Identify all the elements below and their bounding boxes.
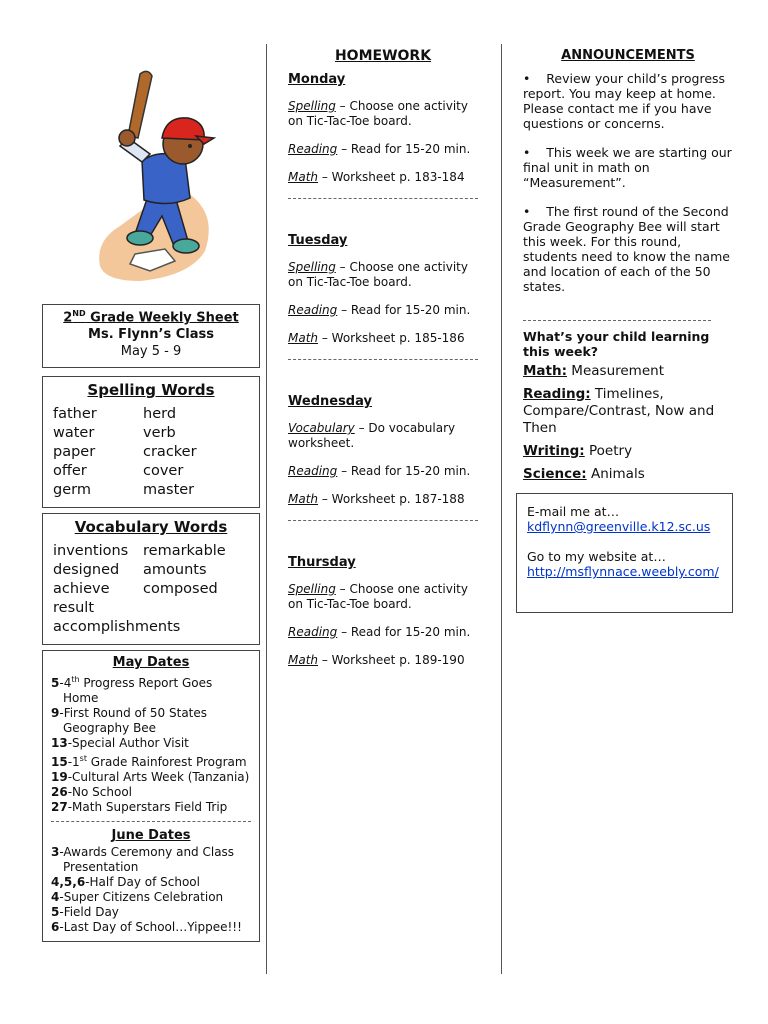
homework-subject: Reading — [288, 303, 338, 317]
announcement-text: Review your child’s progress report. You may keep at home. Please contact me if you have questions or concerns. — [523, 71, 726, 131]
learning-subject-label: Math: — [523, 363, 568, 379]
spelling-word: father — [53, 406, 97, 422]
date-day: 26 — [51, 785, 68, 799]
title-text: Grade Weekly Sheet — [85, 310, 239, 326]
homework-task — [288, 142, 478, 157]
announcement-text: This week we are starting our final unit in math on “Measurement”. — [523, 145, 732, 190]
homework-task — [288, 260, 478, 290]
date-event: -Last Day of School…Yippee!!! — [59, 920, 242, 934]
homework-day-title: Wednesday — [288, 394, 372, 409]
homework-subject: Spelling — [288, 582, 336, 596]
vocabulary-word-list — [53, 542, 249, 637]
homework-task — [288, 492, 478, 507]
learning-subject-label: Science: — [523, 466, 587, 482]
vocabulary-word: accomplishments — [53, 619, 181, 635]
learning-subject-value: Animals — [586, 466, 645, 482]
homework-task-text: – Worksheet p. 185-186 — [318, 331, 465, 345]
weekly-sheet-header-box — [42, 304, 260, 368]
date-day: 9 — [51, 706, 60, 720]
june-dates-list — [51, 845, 251, 935]
date-ordinal: -1 — [67, 755, 80, 769]
homework-task-text: – Choose one activity on Tic-Tac-Toe board. — [288, 260, 468, 289]
vocabulary-words-box — [42, 513, 260, 645]
website-intro: Go to my website at… — [527, 549, 666, 564]
spelling-words-box — [42, 376, 260, 508]
date-day: 4,5,6 — [51, 875, 86, 889]
homework-day-title: Tuesday — [288, 233, 348, 248]
vocabulary-word: composed — [143, 581, 218, 597]
date-event: -Cultural Arts Week (Tanzania) — [67, 770, 250, 784]
date-event: -Math Superstars Field Trip — [67, 800, 228, 814]
ordinal-suffix: th — [71, 675, 80, 684]
homework-day-block — [288, 394, 478, 555]
homework-day-title: Monday — [288, 72, 346, 87]
announcement-item — [523, 145, 733, 190]
june-date-item — [51, 905, 251, 920]
learning-subjects — [523, 363, 733, 483]
date-event: Progress Report Goes Home — [63, 676, 213, 705]
date-event: -Special Author Visit — [67, 736, 189, 750]
homework-subject: Math — [288, 170, 319, 184]
learning-subject-row — [523, 443, 733, 460]
june-date-item — [51, 920, 251, 935]
homework-divider — [288, 198, 478, 199]
may-date-item — [51, 770, 251, 785]
homework-subject: Reading — [288, 625, 338, 639]
homework-title: HOMEWORK — [334, 48, 432, 64]
homework-task-text: – Worksheet p. 183-184 — [318, 170, 465, 184]
dates-box — [42, 650, 260, 942]
homework-task-text: – Choose one activity on Tic-Tac-Toe board. — [288, 582, 468, 611]
announcement-list — [523, 71, 733, 294]
dates-divider — [51, 821, 251, 822]
spelling-title: Spelling Words — [87, 381, 215, 399]
vocabulary-title: Vocabulary Words — [74, 518, 228, 536]
learning-subject-value: Timelines, Compare/Contrast, Now and Then — [523, 386, 715, 436]
homework-subject: Reading — [288, 464, 338, 478]
learning-subject-row — [523, 363, 733, 380]
date-day: 27 — [51, 800, 68, 814]
bullet-icon: • — [523, 145, 547, 160]
learning-divider — [523, 320, 711, 321]
spelling-word: water — [53, 425, 95, 441]
announcements-column — [523, 48, 733, 613]
date-day: 6 — [51, 920, 60, 934]
date-day: 5 — [51, 905, 60, 919]
homework-subject: Vocabulary — [288, 421, 355, 435]
may-date-item — [51, 800, 251, 815]
homework-subject: Spelling — [288, 99, 336, 113]
announcement-text: The first round of the Second Grade Geography Bee will start this week. For this round, students need to know the name and location of each of the 50 states. — [523, 204, 730, 294]
learning-subject-row — [523, 466, 733, 483]
vocabulary-word: inventions — [53, 543, 129, 559]
vocabulary-word: amounts — [143, 562, 207, 578]
date-event: -Half Day of School — [85, 875, 200, 889]
vocabulary-word: remarkable — [143, 543, 226, 559]
spelling-word: offer — [53, 463, 87, 479]
date-day: 4 — [51, 890, 60, 904]
homework-divider — [288, 520, 478, 521]
homework-task — [288, 99, 478, 129]
homework-subject: Spelling — [288, 260, 336, 274]
homework-subject: Math — [288, 492, 319, 506]
homework-task-text: – Worksheet p. 189-190 — [318, 653, 465, 667]
date-day: 3 — [51, 845, 60, 859]
date-event: -Super Citizens Celebration — [59, 890, 224, 904]
learning-subject-row — [523, 386, 733, 437]
spelling-word: cracker — [143, 444, 197, 460]
homework-task-text: – Read for 15-20 min. — [337, 142, 471, 156]
may-dates-list — [51, 672, 251, 815]
date-day: 13 — [51, 736, 68, 750]
bullet-icon: • — [523, 71, 547, 86]
learning-heading: What’s your child learning this week? — [523, 329, 710, 359]
june-dates-title: June Dates — [111, 828, 191, 843]
vocabulary-word — [143, 599, 249, 618]
website-link[interactable]: http://msflynnace.weebly.com/ — [527, 564, 719, 579]
ordinal-suffix: st — [79, 754, 87, 763]
may-date-item — [51, 706, 251, 736]
date-event: -Field Day — [59, 905, 119, 919]
homework-task-text: – Read for 15-20 min. — [337, 303, 471, 317]
grade-number: 2 — [63, 310, 73, 326]
date-day: 19 — [51, 770, 68, 784]
homework-day-block — [288, 72, 478, 233]
email-link[interactable]: kdflynn@greenville.k12.sc.us — [527, 519, 711, 534]
june-date-item — [51, 845, 251, 875]
homework-day-block — [288, 555, 478, 675]
spelling-word: herd — [143, 406, 177, 422]
learning-subject-label: Reading: — [523, 386, 591, 402]
sheet-title — [43, 309, 259, 325]
homework-task — [288, 582, 478, 612]
homework-subject: Math — [288, 331, 319, 345]
spelling-word: verb — [143, 425, 176, 441]
date-day: 5 — [51, 676, 60, 690]
announcements-title: ANNOUNCEMENTS — [561, 48, 695, 63]
vocabulary-word: result — [53, 600, 95, 616]
homework-task — [288, 653, 478, 668]
homework-day-block — [288, 233, 478, 394]
class-name: Ms. Flynn’s Class — [88, 327, 214, 343]
homework-day-title: Thursday — [288, 555, 356, 570]
homework-task-text: – Do vocabulary worksheet. — [288, 421, 456, 450]
vocabulary-word: designed — [53, 562, 120, 578]
contact-box — [516, 493, 733, 613]
spelling-word: paper — [53, 444, 96, 460]
spelling-word: cover — [143, 463, 184, 479]
learning-subject-label: Writing: — [523, 443, 585, 459]
june-date-item — [51, 890, 251, 905]
spelling-word: master — [143, 482, 195, 498]
homework-task-text: – Read for 15-20 min. — [337, 625, 471, 639]
baseball-player-clipart — [80, 66, 230, 291]
may-date-item — [51, 672, 251, 706]
homework-subject: Reading — [288, 142, 338, 156]
homework-task-text: – Worksheet p. 187-188 — [318, 492, 465, 506]
homework-task-text: – Read for 15-20 min. — [337, 464, 471, 478]
announcement-item — [523, 71, 733, 131]
week-dates: May 5 - 9 — [120, 344, 182, 360]
homework-subject: Math — [288, 653, 319, 667]
homework-task-text: – Choose one activity on Tic-Tac-Toe board. — [288, 99, 468, 128]
homework-column — [288, 48, 478, 675]
email-intro: E-mail me at… — [527, 504, 620, 519]
spelling-word: germ — [53, 482, 91, 498]
homework-task — [288, 170, 478, 185]
may-date-item — [51, 785, 251, 800]
column-divider-left — [266, 44, 267, 974]
may-date-item — [51, 751, 251, 770]
homework-divider — [288, 359, 478, 360]
homework-task — [288, 421, 478, 451]
date-ordinal: -4 — [59, 676, 72, 690]
learning-subject-value: Poetry — [584, 443, 633, 459]
date-event: Grade Rainforest Program — [86, 755, 247, 769]
announcement-item — [523, 204, 733, 294]
may-dates-title: May Dates — [112, 655, 190, 670]
date-event: -Awards Ceremony and Class Presentation — [59, 845, 235, 874]
grade-suffix: ND — [72, 309, 86, 318]
learning-subject-value: Measurement — [567, 363, 664, 379]
homework-task — [288, 625, 478, 640]
june-date-item — [51, 875, 251, 890]
may-date-item — [51, 736, 251, 751]
spelling-word-list — [53, 405, 249, 500]
homework-task — [288, 464, 478, 479]
homework-task — [288, 303, 478, 318]
date-event: -First Round of 50 States Geography Bee — [59, 706, 208, 735]
date-day: 15 — [51, 755, 68, 769]
vocabulary-word: achieve — [53, 581, 110, 597]
homework-task — [288, 331, 478, 346]
column-divider-right — [501, 44, 502, 974]
homework-days — [288, 72, 478, 675]
bullet-icon: • — [523, 204, 547, 219]
date-event: -No School — [67, 785, 133, 799]
